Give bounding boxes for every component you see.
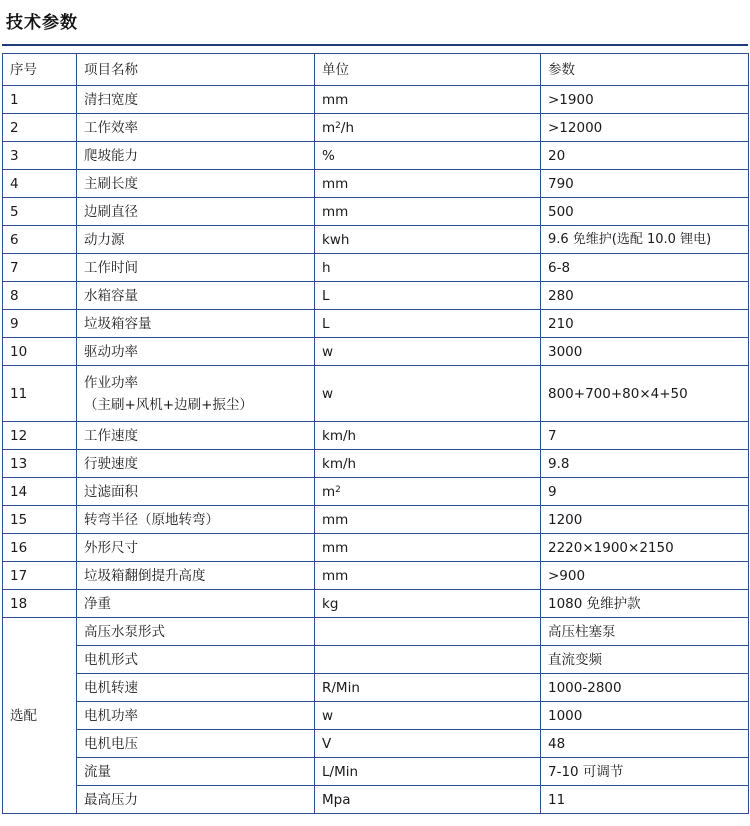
row-unit: w: [315, 366, 541, 422]
row-no: 14: [3, 478, 77, 506]
table-row: [3, 366, 749, 422]
table-header-row: [3, 54, 749, 86]
row-param: 1000-2800: [541, 674, 749, 702]
table-row: [3, 534, 749, 562]
row-item: 最高压力: [77, 786, 315, 814]
row-no: 5: [3, 198, 77, 226]
row-item: 驱动功率: [77, 338, 315, 366]
row-no: 16: [3, 534, 77, 562]
header-param: 参数: [541, 54, 749, 86]
title-divider: [2, 44, 748, 46]
row-item: 电机转速: [77, 674, 315, 702]
row-param: 800+700+80×4+50: [541, 366, 749, 422]
spec-table: [2, 53, 749, 814]
row-no: 3: [3, 142, 77, 170]
row-unit: kwh: [315, 226, 541, 254]
row-no: 18: [3, 590, 77, 618]
row-no: 10: [3, 338, 77, 366]
header-no: 序号: [3, 54, 77, 86]
row-no: 4: [3, 170, 77, 198]
row-item: 过滤面积: [77, 478, 315, 506]
row-param: 9.8: [541, 450, 749, 478]
table-row: [3, 170, 749, 198]
row-unit: mm: [315, 170, 541, 198]
row-param: 6-8: [541, 254, 749, 282]
row-unit: Mpa: [315, 786, 541, 814]
row-param: 20: [541, 142, 749, 170]
table-row: [3, 338, 749, 366]
row-unit: km/h: [315, 450, 541, 478]
row-item: 高压水泵形式: [77, 618, 315, 646]
row-unit: [315, 618, 541, 646]
row-unit: L/Min: [315, 758, 541, 786]
row-no: 9: [3, 310, 77, 338]
row-param: 7: [541, 422, 749, 450]
table-row: [3, 226, 749, 254]
unit-base: m: [322, 119, 336, 136]
table-row: [3, 562, 749, 590]
row-param: 9.6 免维护(选配 10.0 锂电): [541, 226, 749, 254]
table-row: [3, 450, 749, 478]
row-unit: L: [315, 310, 541, 338]
row-no: 7: [3, 254, 77, 282]
table-row: [3, 142, 749, 170]
row-unit: mm: [315, 506, 541, 534]
row-item: 外形尺寸: [77, 534, 315, 562]
row-param: >1900: [541, 86, 749, 114]
row-item: 工作时间: [77, 254, 315, 282]
optional-row: [3, 702, 749, 730]
row-item: 电机形式: [77, 646, 315, 674]
header-unit: 单位: [315, 54, 541, 86]
row-item-line1: 作业功率: [84, 374, 138, 391]
row-no: 2: [3, 114, 77, 142]
row-param: 直流变频: [541, 646, 749, 674]
row-param: >12000: [541, 114, 749, 142]
row-unit: mm: [315, 562, 541, 590]
row-param: 210: [541, 310, 749, 338]
row-unit: mm: [315, 86, 541, 114]
row-item: 清扫宽度: [77, 86, 315, 114]
row-unit: kg: [315, 590, 541, 618]
table-row: [3, 590, 749, 618]
row-item: 边刷直径: [77, 198, 315, 226]
row-item: 净重: [77, 590, 315, 618]
row-param: 1200: [541, 506, 749, 534]
row-param: 1000: [541, 702, 749, 730]
row-item: 动力源: [77, 226, 315, 254]
row-unit: V: [315, 730, 541, 758]
row-unit: R/Min: [315, 674, 541, 702]
unit-superscript: 2: [335, 484, 341, 495]
row-item: 主刷长度: [77, 170, 315, 198]
row-item: 转弯半径（原地转弯）: [77, 506, 315, 534]
row-unit: h: [315, 254, 541, 282]
row-param: 790: [541, 170, 749, 198]
row-param: 48: [541, 730, 749, 758]
unit-rest: /h: [340, 119, 354, 136]
row-param: 7-10 可调节: [541, 758, 749, 786]
row-item: 爬坡能力: [77, 142, 315, 170]
row-param: 11: [541, 786, 749, 814]
row-no: 15: [3, 506, 77, 534]
optional-group-label: 选配: [3, 618, 77, 814]
row-item: 电机功率: [77, 702, 315, 730]
row-param: 1080 免维护款: [541, 590, 749, 618]
optional-row: [3, 674, 749, 702]
unit-superscript: 2: [335, 120, 341, 131]
table-row: [3, 198, 749, 226]
optional-row: [3, 618, 749, 646]
row-item: 工作效率: [77, 114, 315, 142]
row-item: [77, 366, 315, 422]
row-param: 9: [541, 478, 749, 506]
table-row: [3, 86, 749, 114]
row-unit: L: [315, 282, 541, 310]
row-param: 280: [541, 282, 749, 310]
row-param: 2220×1900×2150: [541, 534, 749, 562]
row-item: 工作速度: [77, 422, 315, 450]
row-unit: [315, 114, 541, 142]
row-unit: w: [315, 702, 541, 730]
table-row: [3, 422, 749, 450]
row-param: 500: [541, 198, 749, 226]
row-no: 8: [3, 282, 77, 310]
row-item: 流量: [77, 758, 315, 786]
row-no: 13: [3, 450, 77, 478]
row-item: 垃圾箱容量: [77, 310, 315, 338]
row-item: 垃圾箱翻倒提升高度: [77, 562, 315, 590]
row-param: 3000: [541, 338, 749, 366]
row-unit: %: [315, 142, 541, 170]
row-unit: w: [315, 338, 541, 366]
table-row: [3, 254, 749, 282]
row-unit: mm: [315, 534, 541, 562]
row-param: >900: [541, 562, 749, 590]
header-item: 项目名称: [77, 54, 315, 86]
row-no: 17: [3, 562, 77, 590]
row-item: 行驶速度: [77, 450, 315, 478]
page-title: 技术参数: [6, 13, 78, 33]
row-item: 水箱容量: [77, 282, 315, 310]
row-unit: mm: [315, 198, 541, 226]
row-unit: [315, 478, 541, 506]
row-no: 12: [3, 422, 77, 450]
row-no: 6: [3, 226, 77, 254]
unit-base: m: [322, 483, 336, 500]
table-row: [3, 478, 749, 506]
table-row: [3, 282, 749, 310]
row-item-line2: （主刷+风机+边刷+振尘）: [84, 396, 253, 413]
optional-row: [3, 730, 749, 758]
row-no: 11: [3, 366, 77, 422]
optional-row: [3, 786, 749, 814]
table-row: [3, 506, 749, 534]
row-unit: [315, 646, 541, 674]
row-param: 高压柱塞泵: [541, 618, 749, 646]
optional-row: [3, 758, 749, 786]
optional-row: [3, 646, 749, 674]
table-row: [3, 310, 749, 338]
row-item: 电机电压: [77, 730, 315, 758]
row-no: 1: [3, 86, 77, 114]
table-row: [3, 114, 749, 142]
row-unit: km/h: [315, 422, 541, 450]
